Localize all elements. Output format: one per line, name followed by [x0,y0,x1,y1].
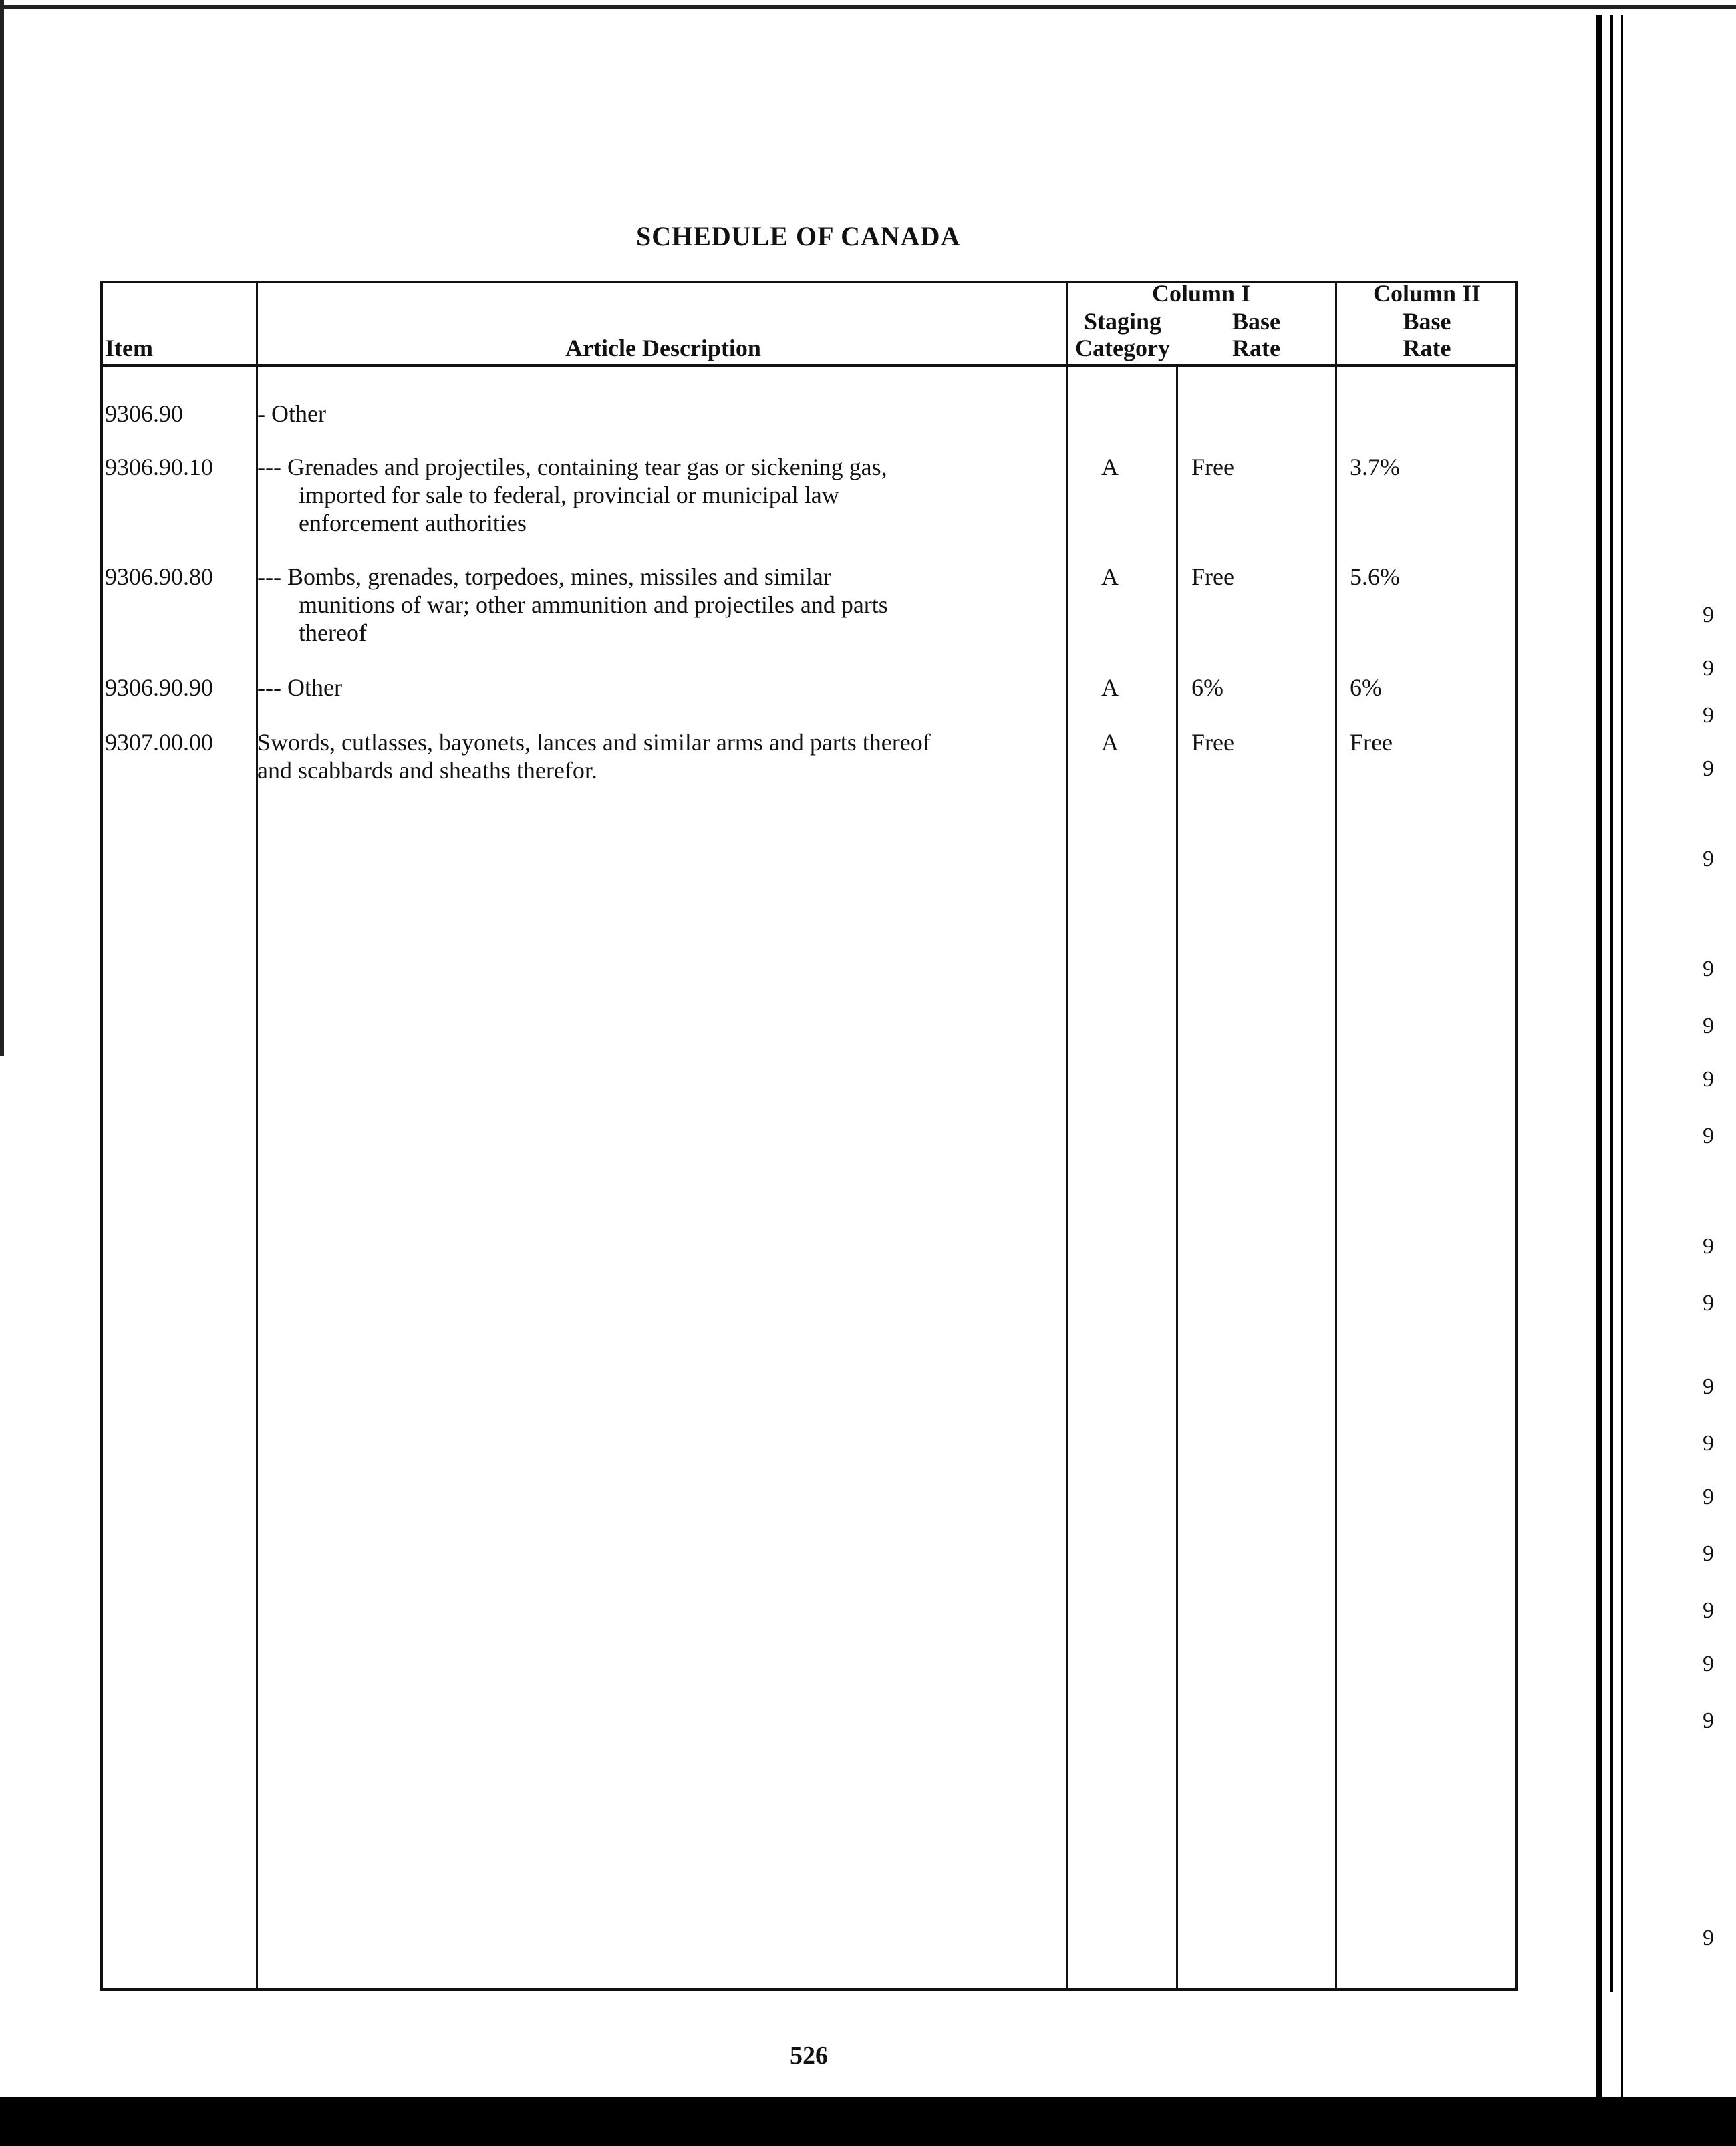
header-rate-2: Rate [1403,335,1451,361]
edge-digit: 9 [1703,1652,1714,1676]
row-description [257,400,959,428]
row-base-rate-col2: 6% [1350,674,1382,701]
row-item-code: 9306.90.90 [105,674,213,701]
row-base-rate-col2: Free [1350,729,1393,756]
edge-digit: 9 [1703,847,1714,871]
header-staging: Staging [1083,308,1162,335]
row-description-rest: munitions of war; other ammunition and projectiles and parts thereof [299,591,888,646]
edge-digit: 9 [1703,1291,1714,1316]
page-number: 526 [790,2042,828,2070]
edge-digit: 9 [1703,1234,1714,1259]
row-description [257,563,959,647]
edge-digit: 9 [1703,957,1714,981]
row-description-first: Swords, cutlasses, bayonets, lances and similar arms and parts thereof and scabbards and sheaths therefor. [257,729,931,784]
column-divider-column1 [1335,281,1337,1991]
edge-digit: 9 [1703,1926,1714,1950]
row-staging-category: A [1101,563,1119,590]
edge-digit: 9 [1703,756,1714,781]
row-item-code: 9306.90.80 [105,563,213,590]
row-staging-category: A [1101,729,1119,756]
column-divider-description [1066,281,1068,1991]
adjacent-page-border-2 [1621,15,1623,2097]
row-base-rate-col2: 3.7% [1350,454,1400,480]
header-category: Category [1075,335,1170,361]
adjacent-page-border [1610,15,1613,1992]
edge-digit: 9 [1703,1708,1714,1733]
header-rate-1: Rate [1232,335,1280,361]
row-description-first: --- Bombs, grenades, torpedoes, mines, missiles and similar [257,563,831,590]
row-description [257,728,932,784]
schedule-table [100,281,1518,1991]
row-description-first: --- Other [257,674,342,701]
edge-digit: 9 [1703,703,1714,728]
adjacent-page-strip [1596,15,1736,2097]
edge-digit: 9 [1703,1067,1714,1092]
row-description-rest: imported for sale to federal, provincial or municipal law enforcement authorities [299,482,839,536]
header-article-description: Article Description [565,335,761,361]
scan-top-rule [0,5,1736,9]
row-base-rate-col1: 6% [1191,674,1223,701]
row-description-first: --- Grenades and projectiles, containing tear gas or sickening gas, [257,454,887,480]
row-base-rate-col2: 5.6% [1350,563,1400,590]
edge-digit: 9 [1703,603,1714,627]
column-divider-staging [1176,364,1178,1991]
column-divider-item [256,281,258,1991]
row-base-rate-col1: Free [1191,729,1234,756]
row-base-rate-col1: Free [1191,563,1234,590]
row-base-rate-col1: Free [1191,454,1234,480]
row-item-code: 9306.90 [105,400,183,427]
row-description-first: - Other [257,400,326,427]
edge-digit: 9 [1703,1374,1714,1399]
edge-digit: 9 [1703,1014,1714,1038]
row-description [257,673,959,702]
page-title: SCHEDULE OF CANADA [636,221,961,251]
edge-digit: 9 [1703,1431,1714,1456]
edge-digit: 9 [1703,1124,1714,1148]
header-base-1: Base [1232,308,1280,335]
header-item: Item [105,335,153,361]
header-rule [100,364,1518,367]
scan-left-edge [0,0,4,1056]
row-description [257,453,959,537]
edge-digit: 9 [1703,1541,1714,1566]
edge-digit: 9 [1703,1598,1714,1623]
header-column-2: Column II [1372,280,1481,307]
edge-digit: 9 [1703,656,1714,681]
row-staging-category: A [1101,454,1119,480]
row-item-code: 9306.90.10 [105,454,213,480]
header-column-1: Column I [1151,280,1251,307]
header-base-2: Base [1403,308,1451,335]
edge-digit: 9 [1703,1485,1714,1509]
scan-bottom-band [0,2097,1736,2146]
row-staging-category: A [1101,674,1119,701]
row-item-code: 9307.00.00 [105,729,213,756]
